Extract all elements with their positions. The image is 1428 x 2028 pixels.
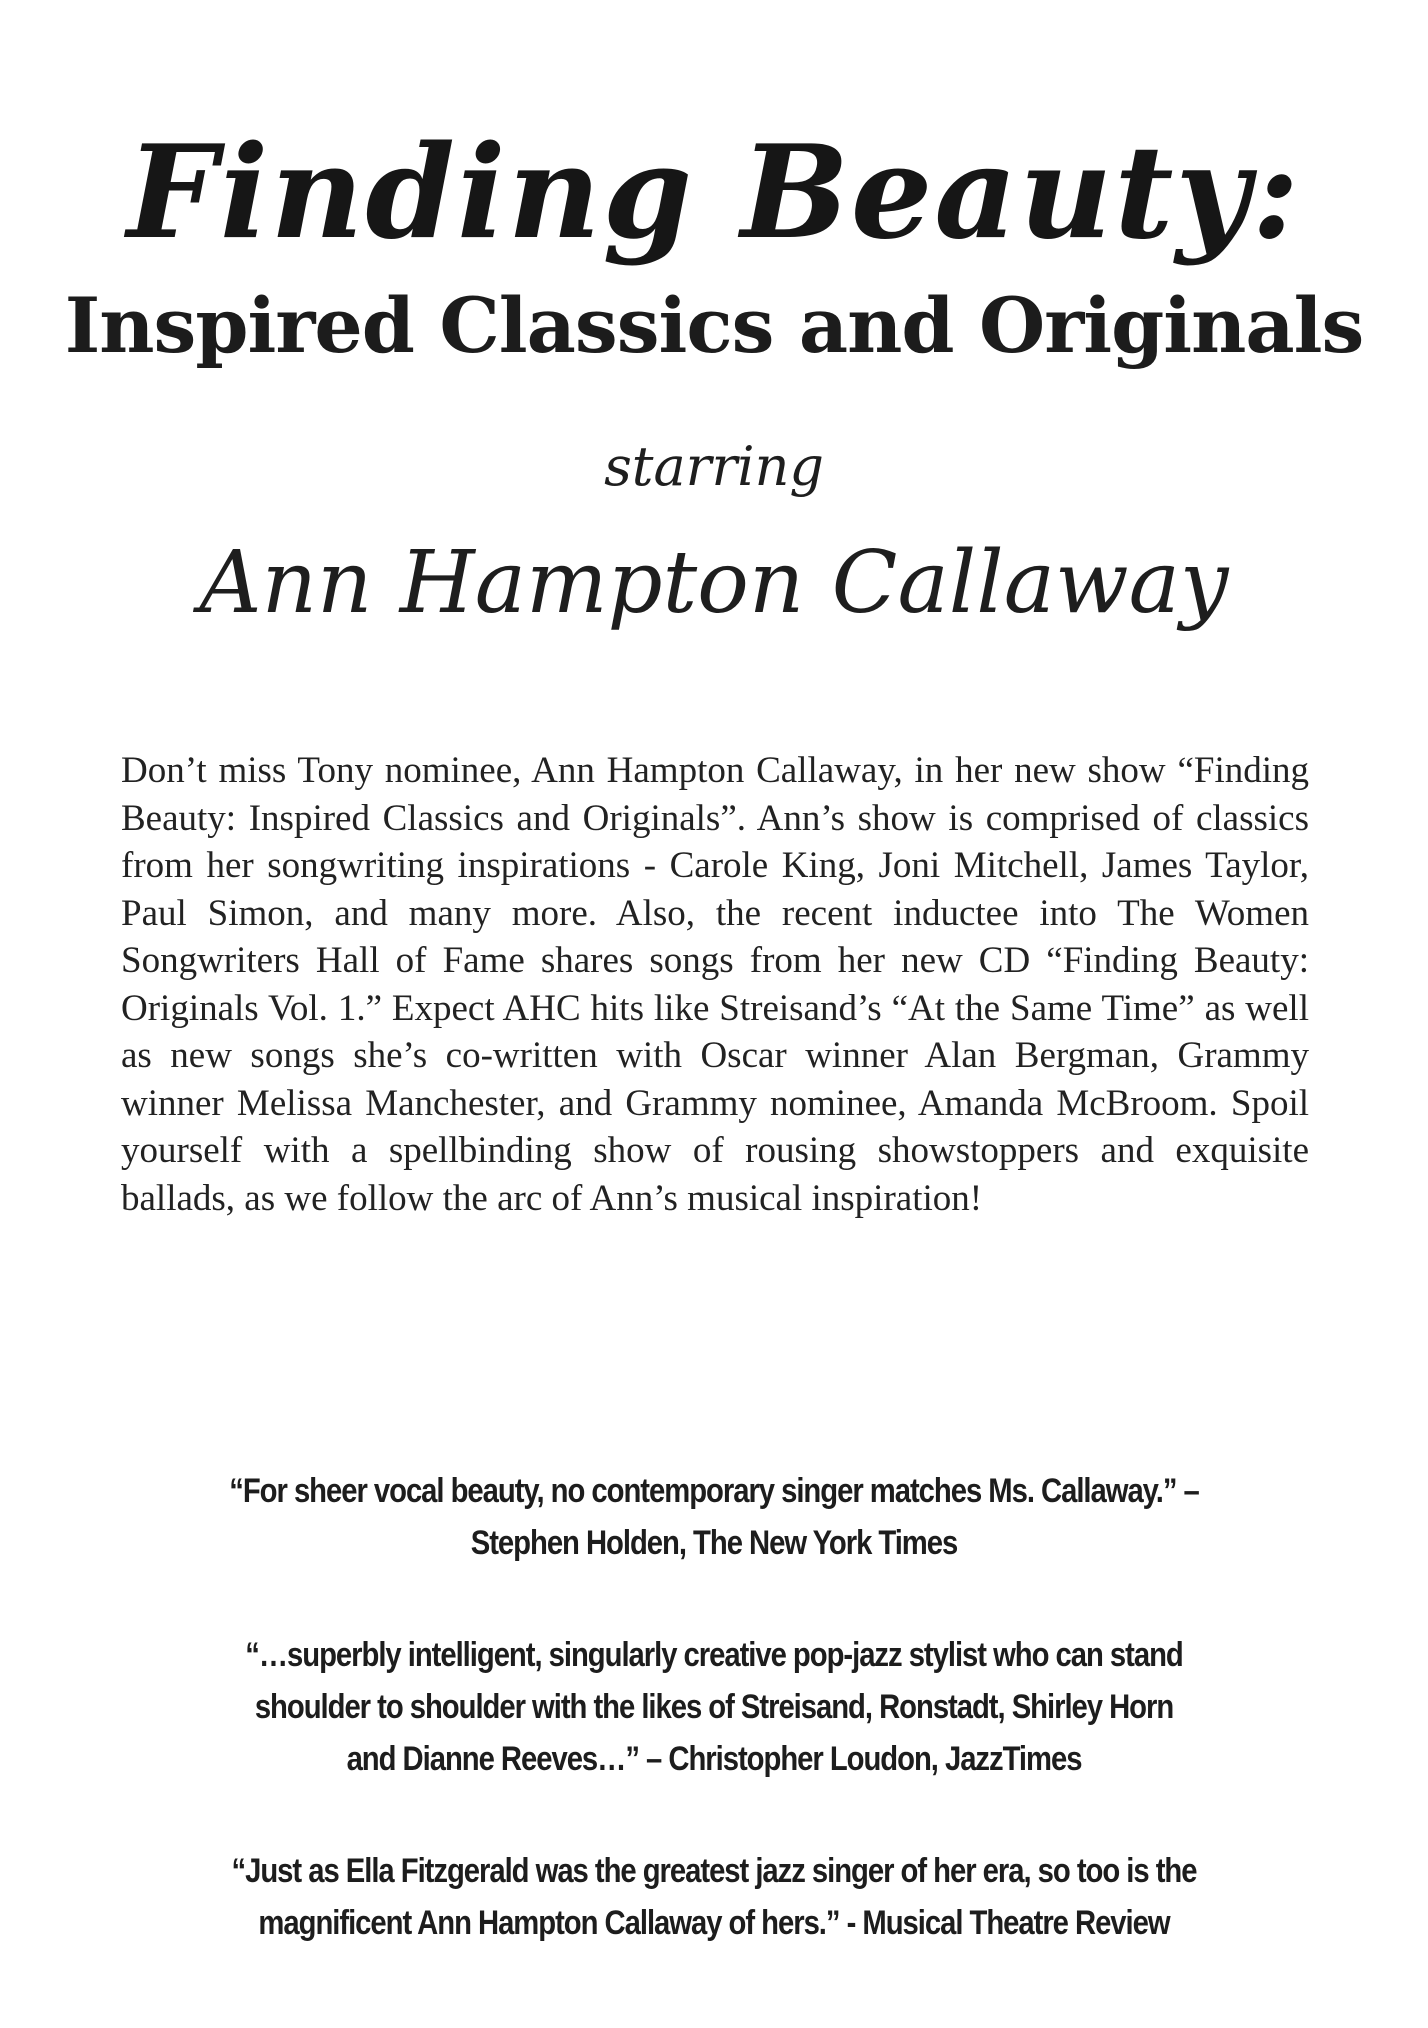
press-quote: “…superbly intelligent, singularly creative pop-jazz stylist who can stand shoulder to shoulder with the likes of Streisand, Ronstadt, Shirley Horn and Dianne Reeves…” – Christopher Loudon, JazzTimes (245, 1636, 1183, 1778)
show-subtitle: Inspired Classics and Originals (64, 281, 1364, 370)
press-quote: “Just as Ella Fitzgerald was the greatest jazz singer of her era, so too is the magnificent Ann Hampton Callaway of hers.” - Musical Theatre Review (231, 1852, 1197, 1942)
starring-label: starring (604, 435, 824, 498)
performer-name: Ann Hampton Callaway (199, 533, 1229, 633)
press-quote: “For sheer vocal beauty, no contemporary singer matches Ms. Callaway.” – Stephen Holden, The New York Times (229, 1472, 1199, 1562)
show-title: Finding Beauty: (126, 118, 1302, 268)
press-quotes (229, 1465, 1199, 1949)
show-description: Don’t miss Tony nominee, Ann Hampton Callaway, in her new show “Finding Beauty: Inspired Classics and Originals”. Ann’s show is comprised of classics from her songwriting inspirations - Carole King, Joni Mitchell, James Taylor, Paul Simon, and many more. Also, the recent inductee into The Women Songwriters Hall of Fame shares songs from her new CD “Finding Beauty: Originals Vol. 1.” Expect AHC hits like Streisand’s “At the Same Time” as well as new songs she’s co-written with Oscar winner Alan Bergman, Grammy winner Melissa Manchester, and Grammy nominee, Amanda McBroom. Spoil yourself with a spellbinding show of rousing showstoppers and exquisite ballads, as we follow the arc of Ann’s musical inspiration! (121, 750, 1309, 1219)
